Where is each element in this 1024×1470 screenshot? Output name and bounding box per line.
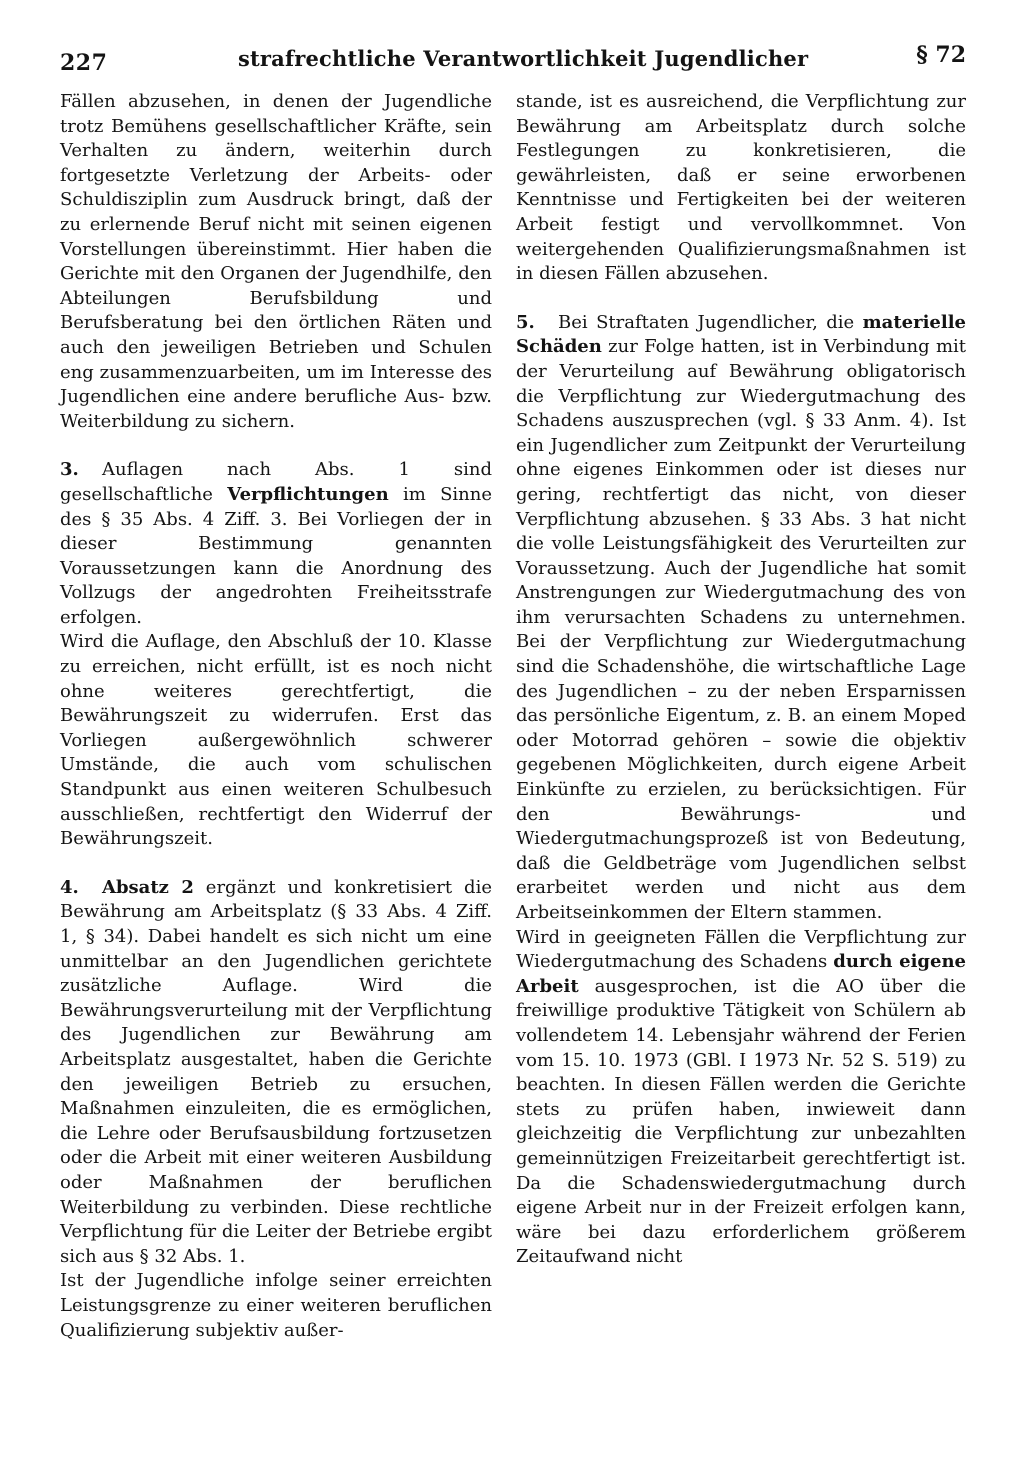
left-column	[60, 90, 492, 1343]
section-reference: § 72	[916, 42, 966, 68]
right-column	[516, 90, 966, 1270]
paragraph-text: Auflagen nach Abs. 1 sind gesellschaftliche	[60, 459, 492, 505]
paragraph-5	[516, 311, 966, 926]
paragraph-number: 3.	[60, 459, 79, 481]
paragraph-text: ergänzt und konkretisiert die Bewährung am Arbeitsplatz (§ 33 Abs. 4 Ziff. 1, § 34). Dabei handelt es sich nicht um eine unmittelbar an den Jugendlichen gerichtete zusätzliche Auflage. Wird die Bewährungsverurteilung mit der Verpflichtung des Jugendlichen zur Bewährung am Arbeitsplatz ausgestaltet, haben die Gerichte den jeweiligen Betrieb zu ersuchen, Maßnahmen einzuleiten, die es ermöglichen, die Lehre oder Berufsausbildung fortzusetzen oder die Arbeit mit einer weiteren Ausbildung oder Maßnahmen der beruflichen Weiterbildung zu verbinden. Diese rechtliche Verpflichtung für die Leiter der Betriebe ergibt sich aus § 32 Abs. 1.	[60, 876, 492, 1267]
paragraph-3-continued: Wird die Auflage, den Abschluß der 10. Klasse zu erreichen, nicht erfüllt, ist es noch nicht ohne weiteres gerechtfertigt, die Bewährungszeit zu widerrufen. Erst das Vorliegen außergewöhnlich schwerer Umstände, die auch vom schulischen Standpunkt aus einen weiteren Schulbesuch ausschließen, rechtfertigt den Widerruf der Bewährungszeit.	[60, 631, 492, 850]
paragraph-5-continued	[516, 926, 966, 1270]
paragraph-text: Bei Straftaten Jugendlicher, die	[558, 311, 863, 333]
running-title: strafrechtliche Verantwortlichkeit Jugendlicher	[238, 46, 809, 71]
paragraph-continuation: stande, ist es ausreichend, die Verpflichtung zur Bewährung am Arbeitsplatz durch solche Festlegungen zu konkretisieren, die gewährleisten, daß er seine erworbenen Kenntnisse und Fertigkeiten bei der weiteren Arbeit festigt und vervollkommnet. Von weitergehenden Qualifizierungsmaßnahmen ist in diesen Fällen abzusehen.	[516, 91, 966, 285]
paragraph-number: 5.	[516, 311, 535, 333]
paragraph-text: zur Folge hatten, ist in Verbindung mit der Verurteilung auf Bewährung obligatorisch die Verpflichtung zur Wiedergutmachung des Schadens auszusprechen (vgl. § 33 Anm. 4). Ist ein Jugendlicher zum Zeitpunkt der Verurteilung ohne eigenes Einkommen oder ist dieses nur gering, rechtfertigt das nicht, von dieser Verpflichtung abzusehen. § 33 Abs. 3 hat nicht die volle Leistungsfähigkeit des Verurteilten zur Voraussetzung. Auch der Jugendliche hat somit Anstrengungen zur Wiedergutmachung des von ihm verursachten Schadens zu unternehmen. Bei der Verpflichtung zur Wiedergutmachung sind die Schadenshöhe, die wirtschaftliche Lage des Jugendlichen – zu der neben Ersparnissen das persönliche Eigentum, z. B. an einem Moped oder Motorrad gehören – sowie die objektiv gegebenen Möglichkeiten, durch eigene Arbeit Einkünfte zu erzielen, zu berücksichtigen. Für den Bewährungs- und Wiedergutmachungsprozeß ist von Bedeutung, daß die Geldbeträge vom Jugendlichen selbst erarbeitet werden und nicht aus dem Arbeitseinkommen der Eltern stammen.	[516, 336, 966, 923]
paragraph-4	[60, 876, 492, 1270]
page-number: 227	[60, 50, 108, 76]
paragraph-3	[60, 458, 492, 630]
bold-term: materielle Schäden	[516, 311, 966, 358]
running-header	[60, 40, 966, 80]
paragraph-text: im Sinne des § 35 Abs. 4 Ziff. 3. Bei Vorliegen der in dieser Bestimmung genannten Voraussetzungen kann die Anordnung des Vollzugs der angedrohten Freiheitsstrafe erfolgen.	[60, 483, 492, 628]
paragraph-number: 4.	[60, 876, 79, 898]
paragraph-text: ausgesprochen, ist die AO über die freiwillige produktive Tätigkeit von Schülern ab vollendetem 14. Lebensjahr während der Ferien vom 15. 10. 1973 (GBl. I 1973 Nr. 52 S. 519) zu beachten. In diesen Fällen werden die Gerichte stets zu prüfen haben, inwieweit dann gleichzeitig die Verpflichtung zur unbezahlten gemeinnützigen Freizeitarbeit gerechtfertigt ist. Da die Schadenswiedergutmachung durch eigene Arbeit nur in der Freizeit erfolgen kann, wäre bei dazu erforderlichem größerem Zeitaufwand nicht	[516, 975, 966, 1268]
bold-term: Verpflichtungen	[227, 483, 389, 505]
bold-term: Absatz 2	[102, 876, 194, 898]
bold-term: durch eigene Arbeit	[516, 951, 966, 997]
paragraph-4-continued: Ist der Jugendliche infolge seiner erreichten Leistungsgrenze zu einer weiteren beruflichen Qualifizierung subjektiv außer-	[60, 1270, 492, 1341]
paragraph-continuation: Fällen abzusehen, in denen der Jugendliche trotz Bemühens gesellschaftlicher Kräfte, sein Verhalten zu ändern, weiterhin durch fortgesetzte Verletzung der Arbeits- oder Schuldisziplin zum Ausdruck bringt, daß der zu erlernende Beruf nicht mit seinen eigenen Vorstellungen übereinstimmt. Hier haben die Gerichte mit den Organen der Jugendhilfe, den Abteilungen Berufsbildung und Berufsberatung bei den örtlichen Räten und auch den jeweiligen Betrieben und Schulen eng zusammenzuarbeiten, um im Interesse des Jugendlichen eine andere berufliche Aus- bzw. Weiterbildung zu sichern.	[60, 91, 492, 432]
paragraph-text: Wird in geeigneten Fällen die Verpflichtung zur Wiedergutmachung des Schadens	[516, 926, 966, 973]
